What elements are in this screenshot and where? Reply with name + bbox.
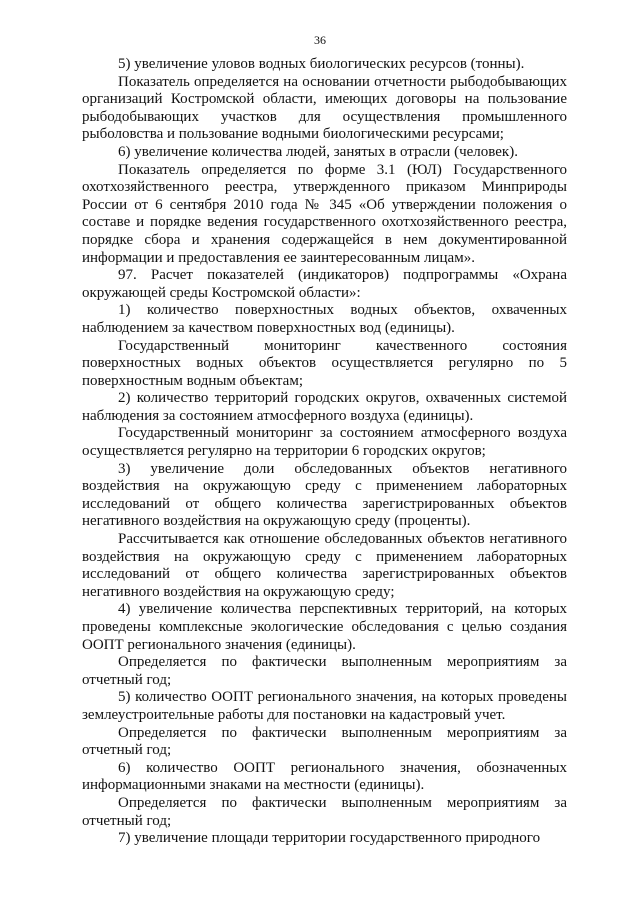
paragraph-method-1: Определяется по фактически выполненным мероприятиям за отчетный год; (82, 654, 567, 688)
paragraph-air-monitoring: Государственный мониторинг за состоянием атмосферного воздуха осуществляется регулярно на территории 6 городских округов; (82, 425, 567, 460)
paragraph-urban-districts: 2) количество территорий городских округов, охваченных системой наблюдения за состоянием атмосферного воздуха (единицы). (82, 390, 567, 424)
paragraph-info-signs: 6) количество ООПТ регионального значения, обозначенных информационными знаками на местности (единицы). (82, 759, 567, 794)
paragraph-land-survey: 5) количество ООПТ регионального значения, на которых проведены землеустроительные работы для постановки на кадастровый учет. (82, 689, 567, 723)
paragraph-prospective-territories: 4) увеличение количества перспективных территорий, на которых проведены комплексные экологические обследования с целью создания ООПТ регионального значения (единицы). (82, 601, 567, 653)
paragraph-employment-method: Показатель определяется по форме 3.1 (ЮЛ) Государственного охотхозяйственного реестра, утвержденного приказом Минприроды России от 6 сентября 2010 года № 345 «Об утверждении положения о составе и порядке ведения государственного охотхозяйственного реестра, порядке сбора и хранения содержащейся в нем документированной информации и предоставления ее заинтересованным лицам». (82, 161, 567, 266)
paragraph-method-2: Определяется по фактически выполненным мероприятиям за отчетный год; (82, 724, 567, 759)
paragraph-employment-increase: 6) увеличение количества людей, занятых в отрасли (человек). (118, 143, 518, 160)
page-number: 36 (314, 33, 326, 47)
paragraph-area-increase: 7) увеличение площади территории государственного природного (118, 830, 541, 847)
document-body (82, 56, 567, 848)
paragraph-catch-method: Показатель определяется на основании отчетности рыбодобывающих организаций Костромской области, имеющих договоры на пользование рыбодобывающих участков для осуществления промышленного рыболовства и пользование водными биологическими ресурсами; (82, 73, 567, 143)
paragraph-water-objects: 1) количество поверхностных водных объектов, охваченных наблюдением за качеством поверхностных вод (единицы). (82, 302, 567, 336)
paragraph-section-97: 97. Расчет показателей (индикаторов) подпрограммы «Охрана окружающей среды Костромской области»: (82, 267, 567, 301)
paragraph-negative-impact-method: Рассчитывается как отношение обследованных объектов негативного воздействия на окружающую среду с применением лабораторных исследований от общего количества зарегистрированных объектов негативного воздействия на окружающую среду; (82, 531, 567, 600)
paragraph-method-3: Определяется по фактически выполненным мероприятиям за отчетный год; (82, 794, 567, 829)
paragraph-negative-impact-share: 3) увеличение доли обследованных объектов негативного воздействия на окружающую среду с применением лабораторных исследований от общего количества зарегистрированных объектов негативного воздействия на окружающую среду (проценты). (82, 460, 567, 530)
paragraph-water-monitoring: Государственный мониторинг качественного состояния поверхностных водных объектов осуществляется регулярно по 5 поверхностным водным объектам; (82, 337, 567, 389)
paragraph-catch-increase: 5) увеличение уловов водных биологических ресурсов (тонны). (118, 56, 525, 72)
